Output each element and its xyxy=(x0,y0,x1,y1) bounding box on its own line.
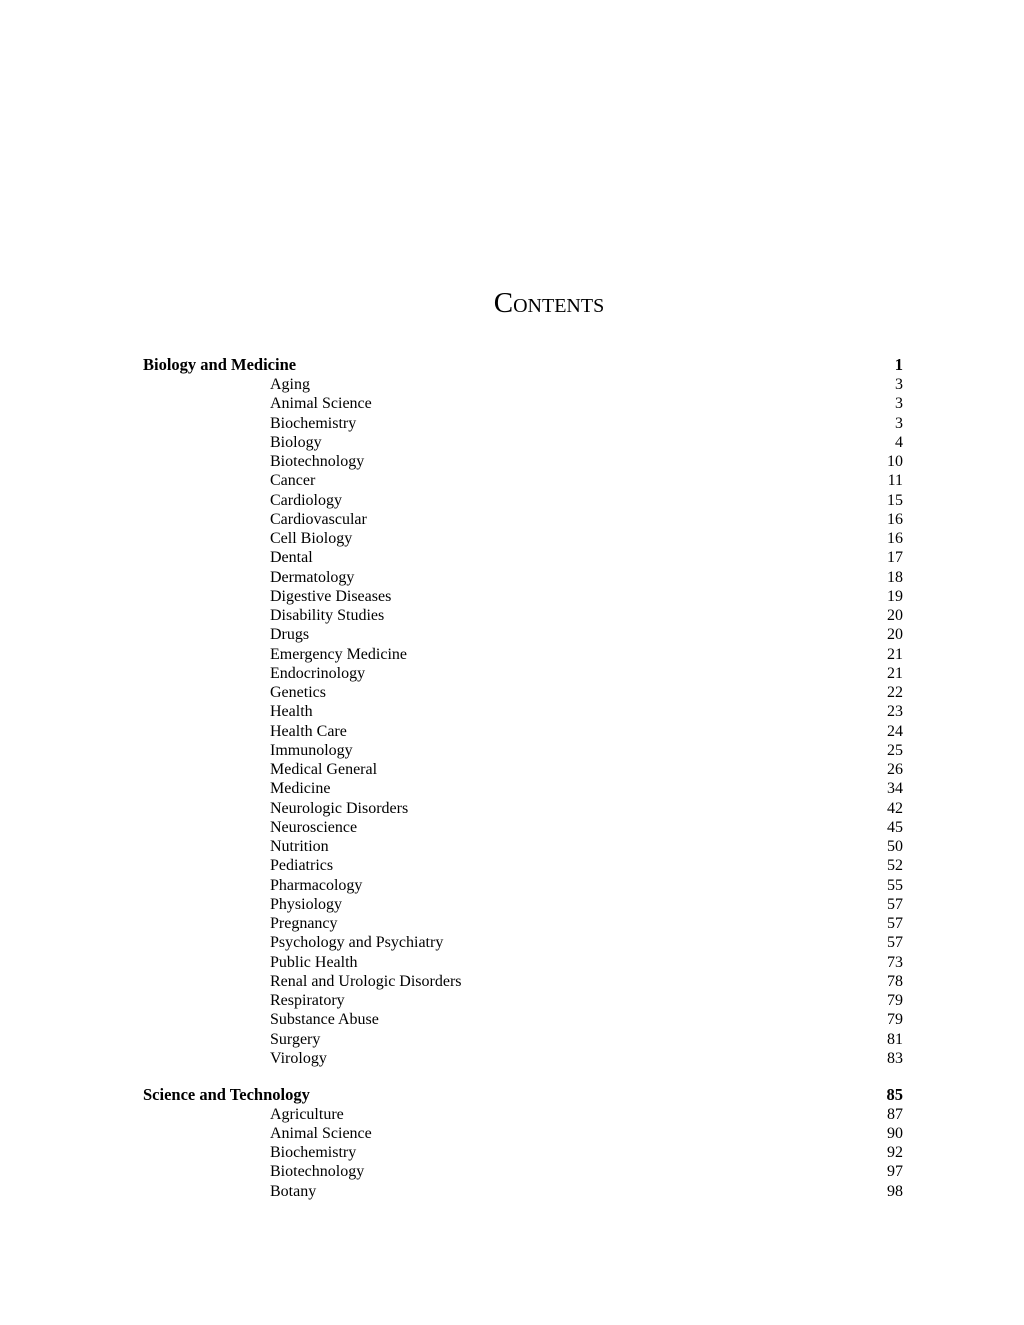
toc-entry-page-number: 57 xyxy=(887,934,903,952)
toc-entry-label: Drugs xyxy=(270,626,310,644)
toc-entry-page-number: 21 xyxy=(887,645,903,663)
toc-entry[interactable] xyxy=(143,914,903,933)
toc-entry-page-number: 87 xyxy=(887,1105,903,1123)
toc-entry-page-number: 15 xyxy=(887,491,903,509)
toc-entry[interactable] xyxy=(143,625,903,644)
toc-entry-label: Medical General xyxy=(270,761,378,778)
toc-entry-page-number: 52 xyxy=(887,857,903,875)
toc-entry[interactable] xyxy=(143,414,903,433)
toc-entry-page-number: 55 xyxy=(887,876,903,894)
toc-entry-label: Biochemistry xyxy=(270,1144,357,1161)
toc-entry-page-number: 11 xyxy=(887,472,903,490)
toc-entry-page-number: 81 xyxy=(887,1030,903,1048)
toc-entry[interactable] xyxy=(143,799,903,818)
toc-entry-page-number: 90 xyxy=(887,1124,903,1142)
toc-entry-page-number: 83 xyxy=(887,1049,903,1067)
toc-section-page-number: 1 xyxy=(894,355,903,374)
toc-entry[interactable] xyxy=(143,760,903,779)
toc-entry-page-number: 3 xyxy=(895,414,903,432)
toc-entry-label: Pregnancy xyxy=(270,915,338,932)
toc-entry-label: Neurologic Disorders xyxy=(270,799,409,817)
toc-section xyxy=(143,355,903,1068)
toc-section xyxy=(143,1085,903,1201)
toc-entry[interactable] xyxy=(143,1010,903,1029)
toc-entry-page-number: 78 xyxy=(887,972,903,990)
toc-entry[interactable] xyxy=(143,375,903,394)
toc-entry-page-number: 25 xyxy=(887,741,903,759)
toc-entry-page-number: 34 xyxy=(887,780,903,798)
toc-entry-label: Biology xyxy=(270,433,322,451)
toc-entry[interactable] xyxy=(143,452,903,471)
toc-entry[interactable] xyxy=(143,1030,903,1049)
toc-entry-label: Dermatology xyxy=(270,568,355,586)
table-of-contents xyxy=(143,355,903,1201)
toc-entry-label: Health Care xyxy=(270,722,347,740)
toc-entry[interactable] xyxy=(143,606,903,625)
toc-entry-page-number: 18 xyxy=(887,568,903,586)
toc-entry-label: Substance Abuse xyxy=(270,1011,379,1029)
toc-entry[interactable] xyxy=(143,664,903,683)
toc-entry[interactable] xyxy=(143,645,903,664)
toc-entry[interactable] xyxy=(143,587,903,606)
toc-entry-page-number: 92 xyxy=(887,1144,903,1161)
toc-entry[interactable] xyxy=(143,1182,903,1201)
toc-entry-page-number: 98 xyxy=(887,1182,903,1200)
toc-entry-label: Surgery xyxy=(270,1030,321,1048)
toc-entry-label: Digestive Diseases xyxy=(270,587,392,605)
toc-entry[interactable] xyxy=(143,510,903,529)
toc-entry-page-number: 57 xyxy=(887,915,903,932)
toc-entry-page-number: 79 xyxy=(887,992,903,1009)
toc-entry-label: Biotechnology xyxy=(270,453,365,470)
toc-entry-label: Biotechnology xyxy=(270,1163,365,1181)
toc-entry-label: Cell Biology xyxy=(270,530,353,547)
toc-entry-label: Psychology and Psychiatry xyxy=(270,934,444,952)
toc-entry-page-number: 23 xyxy=(887,703,903,721)
toc-entry[interactable] xyxy=(143,1124,903,1143)
toc-entry-label: Pharmacology xyxy=(270,876,363,894)
toc-entry-label: Public Health xyxy=(270,953,358,971)
toc-entry[interactable] xyxy=(143,895,903,914)
toc-entry[interactable] xyxy=(143,953,903,972)
toc-entry-label: Animal Science xyxy=(270,395,372,413)
toc-section-heading[interactable] xyxy=(143,355,903,375)
toc-entry-label: Endocrinology xyxy=(270,664,366,682)
toc-entry-label: Biochemistry xyxy=(270,414,357,432)
toc-entry-label: Immunology xyxy=(270,741,353,759)
toc-entry[interactable] xyxy=(143,856,903,875)
toc-entry-label: Agriculture xyxy=(270,1105,344,1123)
toc-entry-page-number: 16 xyxy=(887,530,903,547)
toc-entry-label: Neuroscience xyxy=(270,818,358,836)
toc-entry[interactable] xyxy=(143,491,903,510)
toc-entry[interactable] xyxy=(143,972,903,991)
toc-section-label: Biology and Medicine xyxy=(143,355,297,374)
toc-entry-label: Cardiovascular xyxy=(270,510,367,528)
toc-entry-page-number: 26 xyxy=(887,761,903,778)
toc-entry[interactable] xyxy=(143,876,903,895)
toc-entry-page-number: 42 xyxy=(887,799,903,817)
toc-section-heading[interactable] xyxy=(143,1085,903,1105)
toc-entry-label: Botany xyxy=(270,1182,317,1200)
toc-entry-label: Emergency Medicine xyxy=(270,645,407,663)
toc-entry-page-number: 24 xyxy=(887,722,903,740)
toc-entry-label: Medicine xyxy=(270,780,331,798)
toc-entry-label: Cancer xyxy=(270,472,316,490)
toc-entry[interactable] xyxy=(143,702,903,721)
toc-entry-page-number: 21 xyxy=(887,664,903,682)
toc-entry[interactable] xyxy=(143,568,903,587)
toc-entry-page-number: 10 xyxy=(887,453,903,470)
toc-entry-label: Nutrition xyxy=(270,838,329,855)
toc-entry-page-number: 17 xyxy=(887,549,903,567)
toc-entry[interactable] xyxy=(143,683,903,702)
toc-entry-page-number: 4 xyxy=(895,433,903,451)
toc-entry-label: Cardiology xyxy=(270,491,342,509)
toc-entry-label: Aging xyxy=(270,376,310,393)
toc-entry-page-number: 20 xyxy=(887,607,903,624)
toc-entry[interactable] xyxy=(143,394,903,413)
toc-entry-label: Disability Studies xyxy=(270,607,385,624)
toc-entry-label: Renal and Urologic Disorders xyxy=(270,972,462,990)
toc-section-label: Science and Technology xyxy=(143,1084,310,1104)
toc-entry[interactable] xyxy=(143,818,903,837)
toc-entry-page-number: 20 xyxy=(887,626,903,644)
toc-entry-page-number: 3 xyxy=(895,376,903,393)
toc-entry[interactable] xyxy=(143,722,903,741)
toc-entry-label: Health xyxy=(270,703,313,721)
toc-entry[interactable] xyxy=(143,741,903,760)
toc-entry-page-number: 50 xyxy=(887,838,903,855)
toc-entry-label: Virology xyxy=(270,1049,327,1067)
toc-entry[interactable] xyxy=(143,1105,903,1124)
toc-entry-label: Respiratory xyxy=(270,992,345,1009)
toc-entry-page-number: 73 xyxy=(887,953,903,971)
toc-entry-page-number: 16 xyxy=(887,510,903,528)
page-title: Contents xyxy=(493,287,605,319)
toc-entry[interactable] xyxy=(143,933,903,952)
toc-entry-label: Physiology xyxy=(270,895,343,913)
toc-entry[interactable] xyxy=(143,1049,903,1068)
toc-section-page-number: 85 xyxy=(886,1084,903,1104)
toc-entry-page-number: 22 xyxy=(887,684,903,701)
toc-entry-page-number: 3 xyxy=(895,395,903,413)
toc-entry-label: Animal Science xyxy=(270,1124,372,1142)
toc-entry[interactable] xyxy=(143,1162,903,1181)
toc-entry-page-number: 97 xyxy=(887,1163,903,1181)
toc-entry[interactable] xyxy=(143,1143,903,1162)
toc-entry[interactable] xyxy=(143,433,903,452)
toc-entry[interactable] xyxy=(143,991,903,1010)
toc-entry-label: Pediatrics xyxy=(270,857,334,875)
toc-entry[interactable] xyxy=(143,529,903,548)
toc-entry[interactable] xyxy=(143,779,903,798)
toc-entry-page-number: 19 xyxy=(887,587,903,605)
toc-entry-page-number: 57 xyxy=(887,895,903,913)
toc-entry-page-number: 79 xyxy=(887,1011,903,1029)
toc-entry-label: Dental xyxy=(270,549,313,567)
toc-entry-page-number: 45 xyxy=(887,818,903,836)
toc-entry[interactable] xyxy=(143,837,903,856)
toc-entry[interactable] xyxy=(143,471,903,490)
toc-entry-label: Genetics xyxy=(270,684,326,701)
toc-entry[interactable] xyxy=(143,548,903,567)
